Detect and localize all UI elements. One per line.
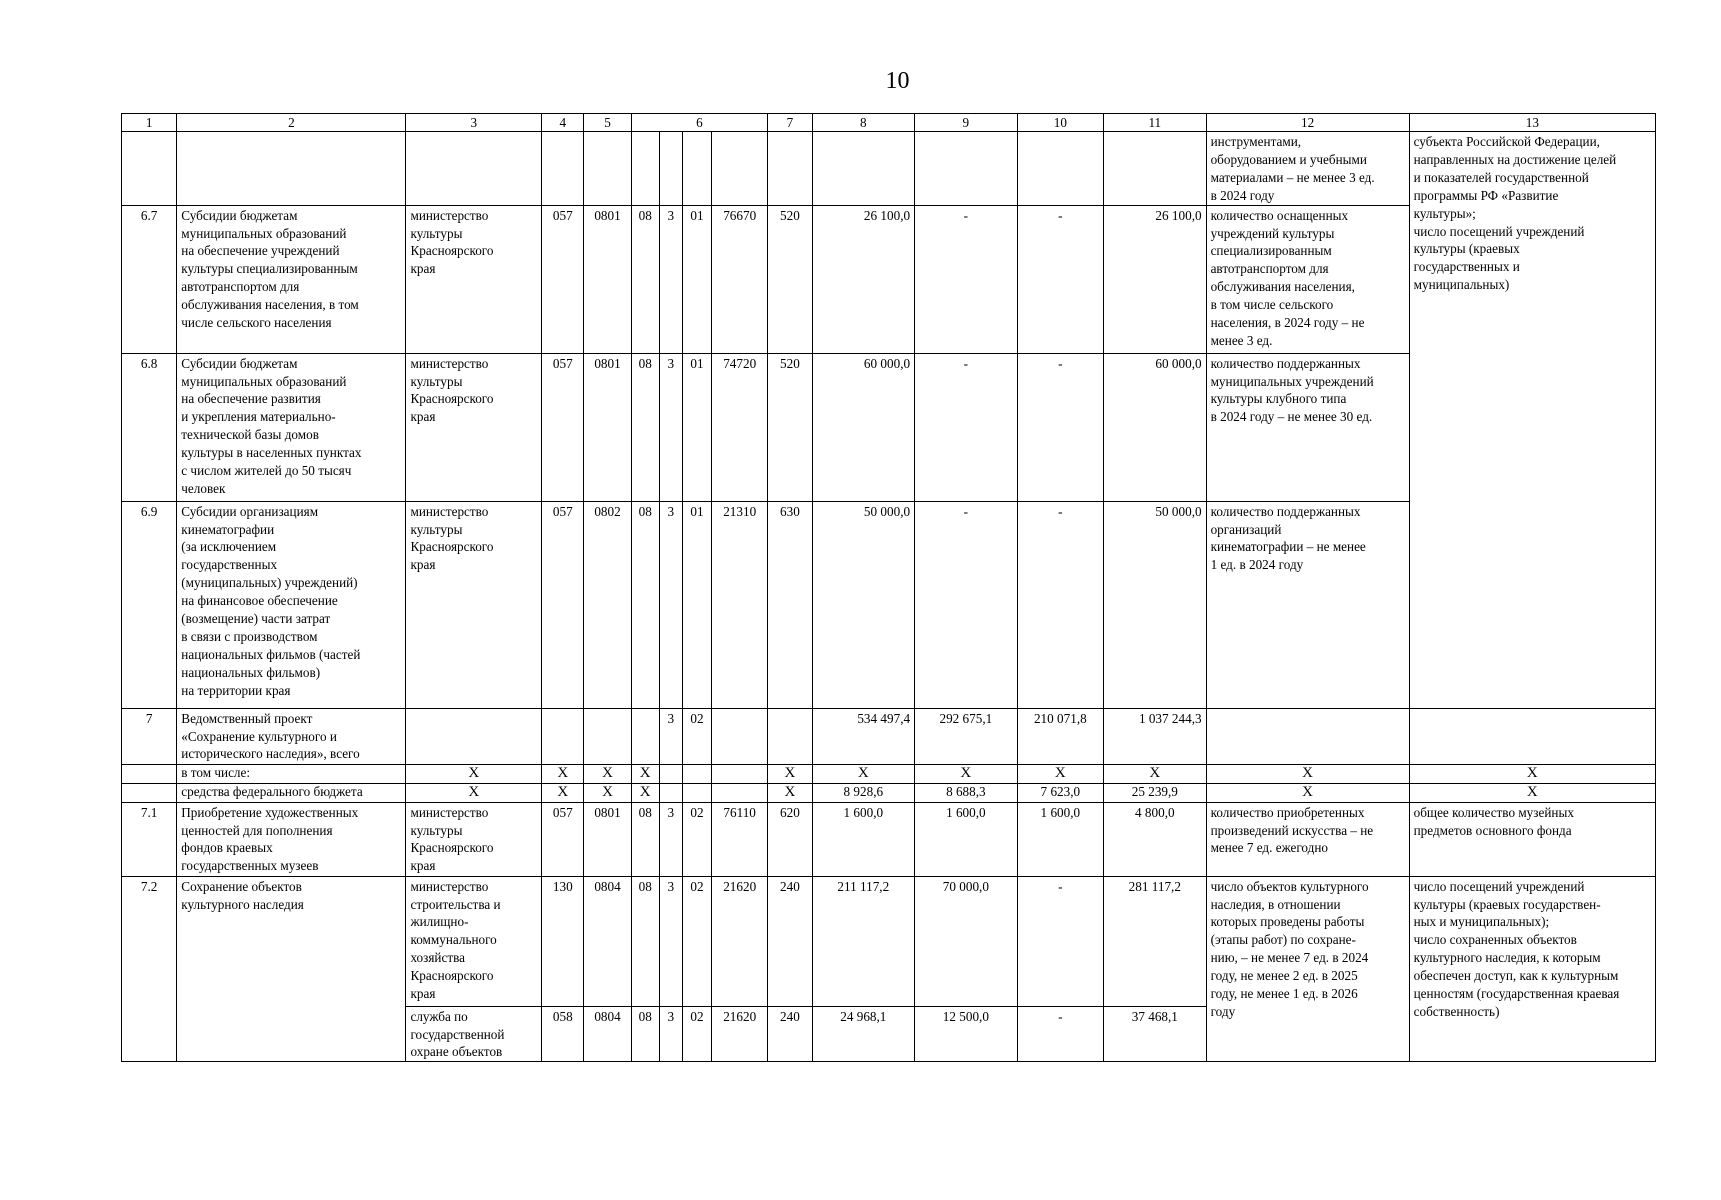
code-rzpr: 0801 <box>584 205 631 353</box>
x-mark: X <box>1206 783 1409 802</box>
amount-total: 50 000,0 <box>1104 501 1207 708</box>
amount-total: 281 117,2 <box>1104 876 1207 1006</box>
code-csr: 76110 <box>712 802 768 876</box>
code-csr: 02 <box>682 708 711 764</box>
col-header: 4 <box>542 114 584 132</box>
code-rzpr: 0804 <box>584 1006 631 1062</box>
amount-2024: 24 968,1 <box>812 1006 915 1062</box>
code-csr: 74720 <box>712 353 768 501</box>
code-rzpr: 0801 <box>584 353 631 501</box>
executor: министерство культуры Красноярского края <box>406 802 542 876</box>
col-header: 11 <box>1104 114 1207 132</box>
indicator-cell: количество поддержанных муниципальных учреждений культуры клубного типа в 2024 году – не менее 30 ед. <box>1206 353 1409 501</box>
code-csr: 21620 <box>712 1006 768 1062</box>
x-mark: X <box>768 783 812 802</box>
target-cell: субъекта Российской Федерации, направленных на достижение целей и показателей государственной программы РФ «Развитие культуры»; число посещений учреждений культуры (краевых государственных и муниципальных) <box>1409 132 1655 709</box>
x-mark: X <box>915 764 1018 783</box>
code-csr: 08 <box>631 1006 659 1062</box>
amount-2026: - <box>1017 353 1103 501</box>
table-row <box>122 783 1656 802</box>
col-header: 10 <box>1017 114 1103 132</box>
target-cell: число посещений учреждений культуры (краевых государствен- ных и муниципальных); число сохраненных объектов культурного наследия, к которым обеспечен доступ, как к культурным ценностям (государственная краевая собственность) <box>1409 876 1655 1062</box>
code-csr: 76670 <box>712 205 768 353</box>
amount-2024: 1 600,0 <box>812 802 915 876</box>
col-header: 13 <box>1409 114 1655 132</box>
column-number-row <box>122 114 1656 132</box>
code-vr: 630 <box>768 501 812 708</box>
code-csr: 21620 <box>712 876 768 1006</box>
table-row <box>122 764 1656 783</box>
x-mark: X <box>1104 764 1207 783</box>
event-name: Субсидии бюджетам муниципальных образований на обеспечение учреждений культуры специализированным автотранспортом для обслуживания населения, в том числе сельского населения <box>177 205 406 353</box>
code-csr: 08 <box>631 802 659 876</box>
amount-total: 26 100,0 <box>1104 205 1207 353</box>
code-vr: 240 <box>768 1006 812 1062</box>
code-grbs: 130 <box>542 876 584 1006</box>
table-row <box>122 708 1656 764</box>
col-header: 1 <box>122 114 177 132</box>
code-rzpr: 0802 <box>584 501 631 708</box>
amount-total: 37 468,1 <box>1104 1006 1207 1062</box>
code-grbs: 058 <box>542 1006 584 1062</box>
indicator-cell: число объектов культурного наследия, в отношении которых проведены работы (этапы работ) по сохране- нию, – не менее 7 ед. в 2024 году, не менее 2 ед. в 2025 году, не менее 1 ед. в 2026 году <box>1206 876 1409 1062</box>
col-header: 3 <box>406 114 542 132</box>
event-name: средства федерального бюджета <box>177 783 406 802</box>
code-csr: 08 <box>631 353 659 501</box>
amount-2026: - <box>1017 876 1103 1006</box>
event-name: Сохранение объектов культурного наследия <box>177 876 406 1062</box>
col-header: 7 <box>768 114 812 132</box>
row-number: 7 <box>122 708 177 764</box>
row-number: 6.9 <box>122 501 177 708</box>
amount-2024: 8 928,6 <box>812 783 915 802</box>
amount-2026: - <box>1017 501 1103 708</box>
event-name: Субсидии организациям кинематографии (за исключением государственных (муниципальных) учреждений) на финансовое обеспечение (возмещение) части затрат в связи с производством национальных фильмов (частей национальных фильмов) на территории края <box>177 501 406 708</box>
executor: служба по государственной охране объектов <box>406 1006 542 1062</box>
col-header: 8 <box>812 114 915 132</box>
amount-total: 1 037 244,3 <box>1104 708 1207 764</box>
amount-total: 4 800,0 <box>1104 802 1207 876</box>
x-mark: X <box>1409 764 1655 783</box>
code-csr: 3 <box>659 876 682 1006</box>
code-csr: 3 <box>659 708 682 764</box>
table-row <box>122 132 1656 206</box>
code-grbs: 057 <box>542 353 584 501</box>
code-csr: 3 <box>659 501 682 708</box>
event-name: Субсидии бюджетам муниципальных образований на обеспечение развития и укрепления материально- технической базы домов культуры в населенных пунктах с числом жителей до 50 тысяч человек <box>177 353 406 501</box>
x-mark: X <box>631 764 659 783</box>
amount-2024: 26 100,0 <box>812 205 915 353</box>
amount-2026: 210 071,8 <box>1017 708 1103 764</box>
code-csr: 01 <box>682 205 711 353</box>
executor: министерство культуры Красноярского края <box>406 353 542 501</box>
row-number: 6.7 <box>122 205 177 353</box>
x-mark: X <box>584 764 631 783</box>
code-csr: 02 <box>682 876 711 1006</box>
code-vr: 520 <box>768 205 812 353</box>
code-csr: 01 <box>682 353 711 501</box>
code-csr: 08 <box>631 205 659 353</box>
executor: министерство культуры Красноярского края <box>406 205 542 353</box>
x-mark: X <box>584 783 631 802</box>
x-mark: X <box>1017 764 1103 783</box>
code-vr: 620 <box>768 802 812 876</box>
code-csr: 3 <box>659 205 682 353</box>
col-header: 2 <box>177 114 406 132</box>
budget-table <box>121 113 1656 1062</box>
code-grbs: 057 <box>542 501 584 708</box>
x-mark: X <box>542 764 584 783</box>
x-mark: X <box>1206 764 1409 783</box>
code-csr: 3 <box>659 802 682 876</box>
code-rzpr: 0801 <box>584 802 631 876</box>
table-row <box>122 876 1656 1006</box>
indicator-cell: количество поддержанных организаций кинематографии – не менее 1 ед. в 2024 году <box>1206 501 1409 708</box>
code-csr: 08 <box>631 501 659 708</box>
code-csr: 21310 <box>712 501 768 708</box>
x-mark: X <box>631 783 659 802</box>
amount-2026: 7 623,0 <box>1017 783 1103 802</box>
amount-2026: 1 600,0 <box>1017 802 1103 876</box>
indicator-cell: количество оснащенных учреждений культуры специализированным автотранспортом для обслуживания населения, в том числе сельского населения, в 2024 году – не менее 3 ед. <box>1206 205 1409 353</box>
x-mark: X <box>812 764 915 783</box>
amount-2024: 211 117,2 <box>812 876 915 1006</box>
row-number: 7.1 <box>122 802 177 876</box>
x-mark: X <box>768 764 812 783</box>
amount-2025: 1 600,0 <box>915 802 1018 876</box>
code-csr: 08 <box>631 876 659 1006</box>
col-header: 9 <box>915 114 1018 132</box>
executor: министерство строительства и жилищно- коммунального хозяйства Красноярского края <box>406 876 542 1006</box>
target-cell: общее количество музейных предметов основного фонда <box>1409 802 1655 876</box>
amount-total: 60 000,0 <box>1104 353 1207 501</box>
amount-2024: 534 497,4 <box>812 708 915 764</box>
amount-2025: - <box>915 501 1018 708</box>
amount-2025: 12 500,0 <box>915 1006 1018 1062</box>
code-rzpr: 0804 <box>584 876 631 1006</box>
code-csr: 3 <box>659 1006 682 1062</box>
code-csr: 01 <box>682 501 711 708</box>
x-mark: X <box>406 783 542 802</box>
amount-total: 25 239,9 <box>1104 783 1207 802</box>
row-number: 6.8 <box>122 353 177 501</box>
amount-2026: - <box>1017 1006 1103 1062</box>
event-name: Приобретение художественных ценностей для пополнения фондов краевых государственных музеев <box>177 802 406 876</box>
indicator-cell: количество приобретенных произведений искусства – не менее 7 ед. ежегодно <box>1206 802 1409 876</box>
col-header: 6 <box>631 114 768 132</box>
row-number: 7.2 <box>122 876 177 1062</box>
indicator-cell: инструментами, оборудованием и учебными материалами – не менее 3 ед. в 2024 году <box>1206 132 1409 206</box>
x-mark: X <box>406 764 542 783</box>
amount-2025: - <box>915 205 1018 353</box>
code-vr: 240 <box>768 876 812 1006</box>
amount-2025: 70 000,0 <box>915 876 1018 1006</box>
code-grbs: 057 <box>542 205 584 353</box>
amount-2026: - <box>1017 205 1103 353</box>
code-csr: 02 <box>682 1006 711 1062</box>
amount-2025: - <box>915 353 1018 501</box>
table-row <box>122 802 1656 876</box>
code-csr: 02 <box>682 802 711 876</box>
x-mark: X <box>1409 783 1655 802</box>
event-name: Ведомственный проект «Сохранение культурного и исторического наследия», всего <box>177 708 406 764</box>
code-grbs: 057 <box>542 802 584 876</box>
code-csr: 3 <box>659 353 682 501</box>
amount-2024: 60 000,0 <box>812 353 915 501</box>
executor: министерство культуры Красноярского края <box>406 501 542 708</box>
amount-2024: 50 000,0 <box>812 501 915 708</box>
amount-2025: 292 675,1 <box>915 708 1018 764</box>
code-vr: 520 <box>768 353 812 501</box>
x-mark: X <box>542 783 584 802</box>
page-number: 10 <box>885 68 910 94</box>
event-name: в том числе: <box>177 764 406 783</box>
col-header: 12 <box>1206 114 1409 132</box>
col-header: 5 <box>584 114 631 132</box>
amount-2025: 8 688,3 <box>915 783 1018 802</box>
